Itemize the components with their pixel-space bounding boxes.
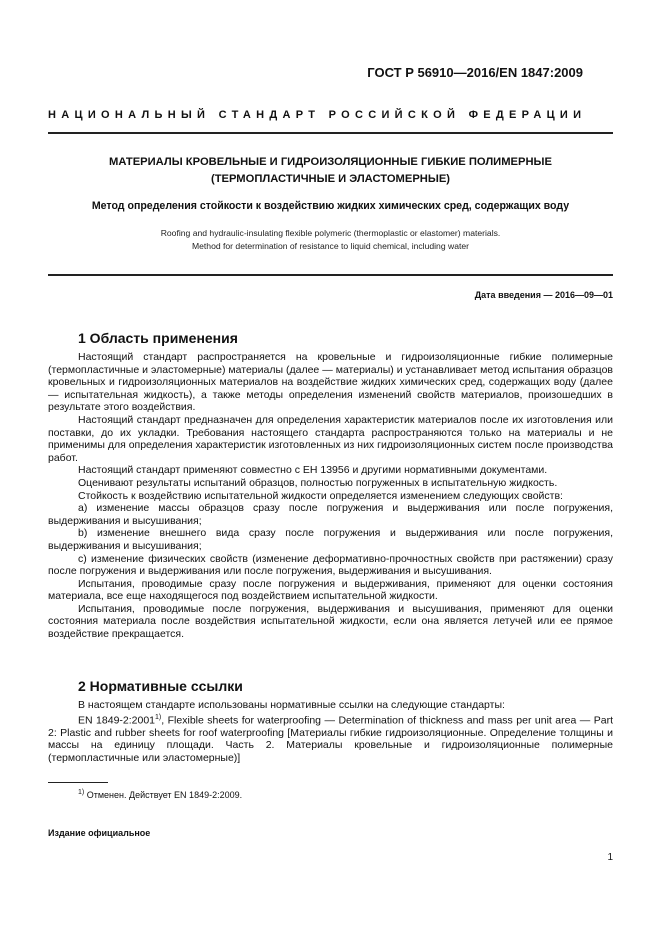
footnote <box>78 789 242 800</box>
title-line-1: МАТЕРИАЛЫ КРОВЕЛЬНЫЕ И ГИДРОИЗОЛЯЦИОННЫЕ ГИБКИЕ ПОЛИМЕРНЫЕ <box>109 156 552 168</box>
paragraph: В настоящем стандарте использованы нормативные ссылки на следующие стандарты: <box>78 699 505 711</box>
page-number: 1 <box>607 852 613 863</box>
reference-entry <box>48 712 613 765</box>
paragraph: Оценивают результаты испытаний образцов, полностью погруженных в испытательную жидкость. <box>78 476 558 489</box>
paragraph: Настоящий стандарт предназначен для определения характеристик материалов после их изготовления или поставки, до их укладки. Требования настоящего стандарта распространяются только на материалы и не применимы для определения характеристик изготовленных из них гидроизоляционных систем после производства работ. <box>48 413 613 464</box>
paragraph: Испытания, проводимые сразу после погружения и выдерживания, применяют для оценки состояния материала, все еще находящегося под воздействием испытательной жидкости. <box>48 577 613 603</box>
section-1-heading: 1 Область применения <box>78 330 238 346</box>
footnote-number: 1) <box>78 789 85 796</box>
list-item: b) изменение внешнего вида сразу после погружения и выдерживания или после погружения, выдерживания и высушивания; <box>48 527 613 552</box>
official-edition-label: Издание официальное <box>48 828 151 838</box>
section-1-body <box>48 351 613 641</box>
section-2-body <box>48 699 613 764</box>
reference-code: EN 1849-2:2001 <box>78 714 156 727</box>
english-title-line-1: Roofing and hydraulic-insulating flexible polymeric (thermoplastic or elastomer) materials. <box>160 228 501 238</box>
reference-text: , Flexible sheets for waterproofing — Determination of thickness and mass per unit area — Part 2: Plastic and rubber sheets for roof waterproofing [Материалы гибкие гидроизоляционные. Определение толщины и массы на единицу площади. Часть 2. Материалы кровельные и гидроизоляционные полимерные (термопластичные или эластомерные)] <box>48 714 613 764</box>
list-item: c) изменение физических свойств (изменение деформативно-прочностных свойств при растяжении) сразу после погружения и выдерживания или после погружения, выдерживания и высушивания. <box>48 552 613 578</box>
paragraph: Настоящий стандарт распространяется на кровельные и гидроизоляционные гибкие полимерные (термопластичные и эластомерные) материалы (далее — материалы) и устанавливает метод испытания образцов кровельных и гидроизоляционных материалов на воздействие жидких химических сред, содержащих воду (далее — испытательная жидкость), а также методы определения изменений свойств материалов, произошедших в результате этого воздействия. <box>48 351 613 414</box>
list-item: а) изменение массы образцов сразу после погружения и выдерживания или после погружения, выдерживания и высушивания; <box>48 502 613 527</box>
national-standard-banner: НАЦИОНАЛЬНЫЙ СТАНДАРТ РОССИЙСКОЙ ФЕДЕРАЦИИ <box>48 109 587 121</box>
footnote-divider <box>48 782 108 783</box>
section-2-heading: 2 Нормативные ссылки <box>78 678 243 694</box>
top-divider <box>48 132 613 134</box>
subtitle: Метод определения стойкости к воздействию жидких химических сред, содержащих воду <box>91 200 570 212</box>
paragraph: Стойкость к воздействию испытательной жидкости определяется изменением следующих свойств: <box>78 489 563 502</box>
document-number: ГОСТ Р 56910—2016/EN 1847:2009 <box>367 65 583 80</box>
effective-date: Дата введения — 2016—09—01 <box>474 290 613 300</box>
footnote-text: Отменен. Действует EN 1849-2:2009. <box>84 790 243 800</box>
footnote-marker: 1) <box>155 713 162 721</box>
paragraph: Настоящий стандарт применяют совместно с ЕН 13956 и другими нормативными документами. <box>78 464 548 477</box>
middle-divider <box>48 274 613 276</box>
title-line-2: (ТЕРМОПЛАСТИЧНЫЕ И ЭЛАСТОМЕРНЫЕ) <box>210 173 451 185</box>
english-title-line-2: Method for determination of resistance to liquid chemical, including water <box>191 241 470 251</box>
paragraph: Испытания, проводимые после погружения, выдерживания и высушивания, применяют для оценки состояния материала после воздействия испытательной жидкости, если она является летучей или ее прямое воздействие прекращается. <box>48 602 613 641</box>
